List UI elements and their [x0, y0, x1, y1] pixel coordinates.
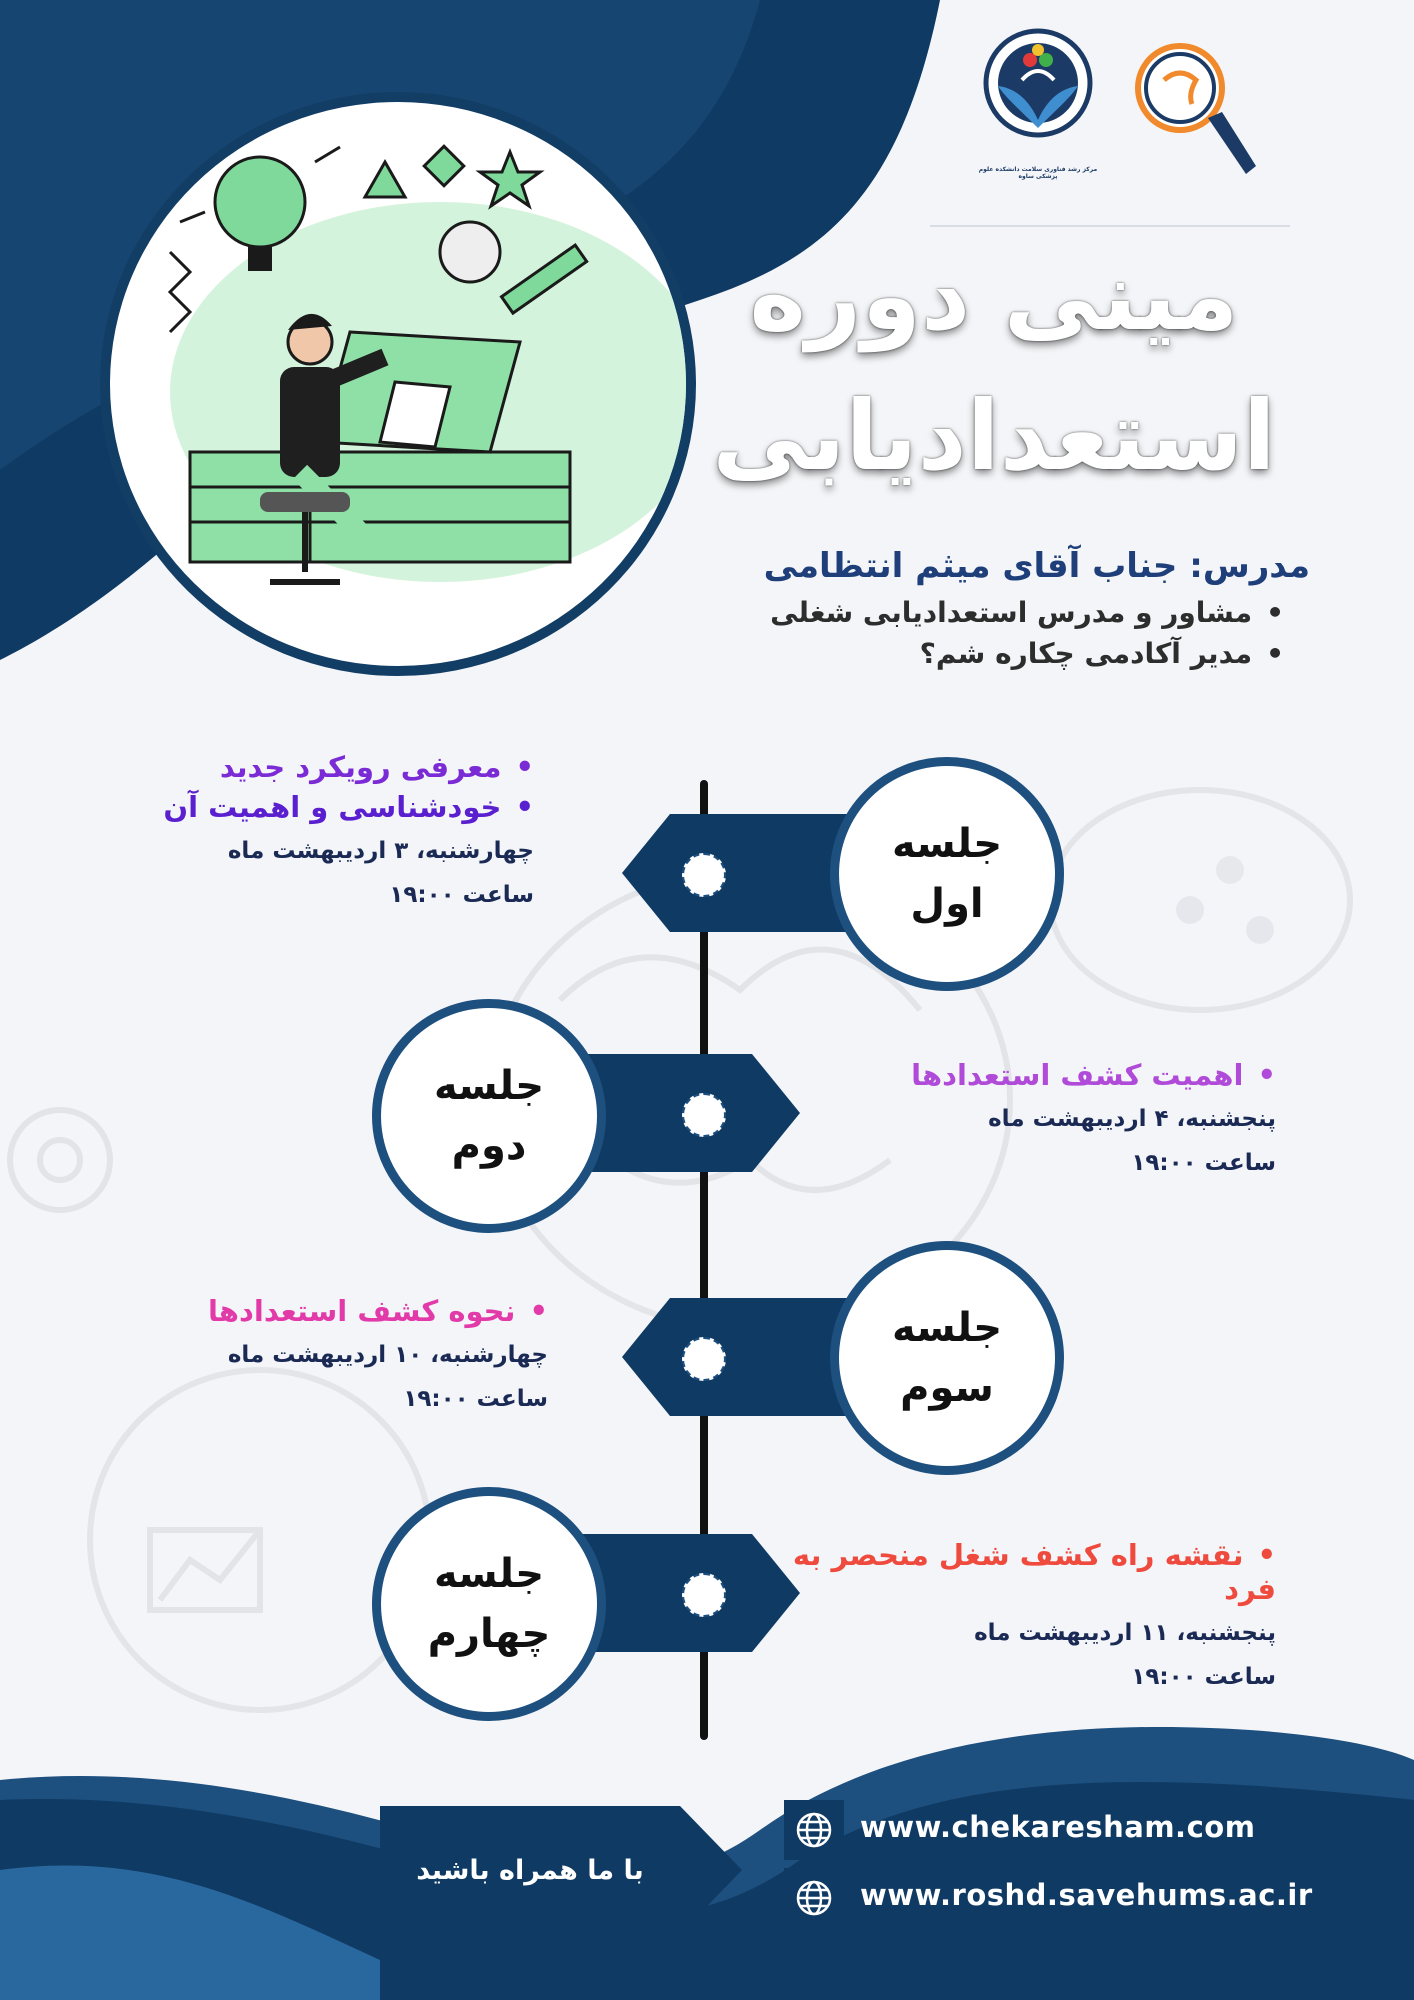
session-1-arrow: [622, 814, 862, 932]
session-4-time: ساعت ۱۹:۰۰: [1131, 1663, 1276, 1690]
session-3-circle: [830, 1241, 1064, 1475]
session-2-label-1: جلسه: [433, 1063, 545, 1109]
session-3-date: چهارشنبه، ۱۰ اردیبهشت ماه: [227, 1342, 548, 1368]
instructor-block: [670, 546, 1310, 670]
session-1-label-1: جلسه: [891, 821, 1003, 867]
session-3-topic-1: • نحوه کشف استعدادها: [128, 1294, 548, 1328]
session-4-topic-1: • نقشه راه کشف شغل منحصر به فرد: [756, 1538, 1276, 1606]
session-2-topic-1: • اهمیت کشف استعدادها: [816, 1058, 1276, 1092]
illustration-circle: [100, 92, 696, 676]
roshd-logo-caption: مرکز رشد فناوری سلامت دانشکده علوم پزشکی ساوه: [978, 166, 1098, 180]
session-1-time: ساعت ۱۹:۰۰: [389, 881, 534, 908]
session-2-date: پنجشنبه، ۴ اردیبهشت ماه: [988, 1106, 1276, 1132]
session-3-label-2: سوم: [900, 1365, 994, 1411]
session-4-circle: [372, 1487, 606, 1721]
website-link-2[interactable]: www.roshd.savehums.ac.ir: [860, 1878, 1313, 1912]
globe-icon-1: [784, 1800, 844, 1860]
session-2-label-2: دوم: [451, 1123, 527, 1169]
session-1-node: [682, 853, 726, 897]
instructor-bullet-1: • مشاور و مدرس استعدادیابی شغلی: [670, 596, 1284, 629]
session-4-node: [682, 1573, 726, 1617]
cta-banner: [380, 1806, 742, 1934]
session-2-circle: [372, 999, 606, 1233]
session-4-label-1: جلسه: [433, 1551, 545, 1597]
session-2-info: [816, 1058, 1276, 1185]
session-4-label-2: چهارم: [427, 1611, 551, 1657]
website-link-1[interactable]: www.chekaresham.com: [860, 1810, 1256, 1844]
session-2-time: ساعت ۱۹:۰۰: [1131, 1149, 1276, 1176]
session-1-circle: [830, 757, 1064, 991]
roshd-logo: [978, 28, 1118, 193]
session-4-info: [756, 1538, 1276, 1699]
session-3-info: [128, 1294, 548, 1421]
title-line-1: مینی دوره: [749, 240, 1239, 352]
globe-icon-2: [784, 1868, 844, 1928]
designer-illustration: [110, 102, 686, 666]
title-line-2: استعدادیابی: [712, 380, 1276, 492]
instructor-bullet-2: • مدیر آکادمی چکاره شم؟: [670, 637, 1284, 670]
session-1-label-2: اول: [910, 881, 984, 927]
session-3-label-1: جلسه: [891, 1305, 1003, 1351]
session-1-topic-2: • خودشناسی و اهمیت آن: [114, 790, 534, 824]
session-4-date: پنجشنبه، ۱۱ اردیبهشت ماه: [974, 1620, 1276, 1646]
chekaresham-logo: [1124, 34, 1264, 184]
session-3-time: ساعت ۱۹:۰۰: [403, 1385, 548, 1412]
session-3-node: [682, 1337, 726, 1381]
session-2-node: [682, 1093, 726, 1137]
session-1-date: چهارشنبه، ۳ اردیبهشت ماه: [227, 838, 534, 864]
instructor-heading: مدرس: جناب آقای میثم انتظامی: [763, 546, 1310, 586]
session-1-topic-1: • معرفی رویکرد جدید: [114, 750, 534, 784]
session-3-arrow: [622, 1298, 862, 1416]
session-1-info: [114, 750, 534, 917]
cta-text: با ما همراه باشید: [416, 1854, 644, 1886]
